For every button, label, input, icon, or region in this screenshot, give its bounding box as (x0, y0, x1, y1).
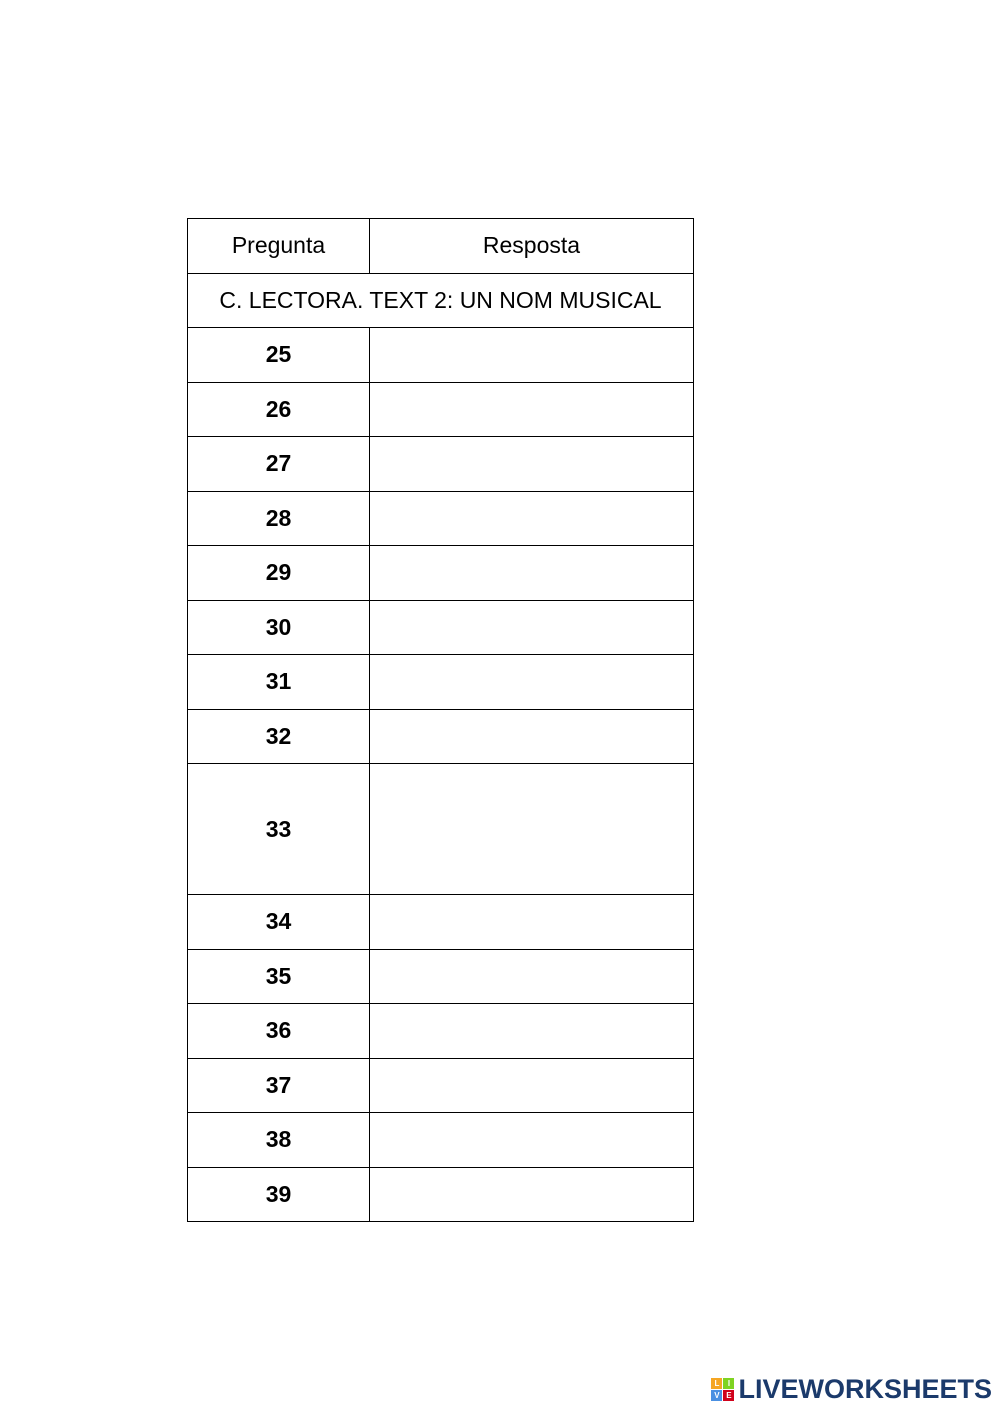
table-row (188, 764, 694, 895)
question-number: 37 (188, 1058, 370, 1113)
table-row (188, 655, 694, 710)
logo-block: E (723, 1390, 734, 1401)
answer-field[interactable] (370, 764, 694, 895)
answer-field[interactable] (370, 328, 694, 383)
section-title-row (188, 273, 694, 328)
question-number: 32 (188, 709, 370, 764)
header-answer: Resposta (370, 219, 694, 274)
answer-field[interactable] (370, 437, 694, 492)
question-number: 35 (188, 949, 370, 1004)
question-number: 33 (188, 764, 370, 895)
answer-field[interactable] (370, 949, 694, 1004)
logo-text: LIVEWORKSHEETS (738, 1374, 992, 1404)
question-number: 25 (188, 328, 370, 383)
table-row (188, 437, 694, 492)
answer-field[interactable] (370, 1058, 694, 1113)
answer-table (187, 218, 694, 1222)
question-number: 27 (188, 437, 370, 492)
question-number: 29 (188, 546, 370, 601)
answer-field[interactable] (370, 709, 694, 764)
table-row (188, 709, 694, 764)
answer-field[interactable] (370, 1113, 694, 1168)
table-row (188, 1058, 694, 1113)
table-row (188, 328, 694, 383)
question-number: 26 (188, 382, 370, 437)
answer-field[interactable] (370, 491, 694, 546)
table-row (188, 1113, 694, 1168)
table-row (188, 1167, 694, 1222)
section-title: C. LECTORA. TEXT 2: UN NOM MUSICAL (188, 273, 694, 328)
question-number: 36 (188, 1004, 370, 1059)
logo-block: I (723, 1378, 734, 1389)
answer-field[interactable] (370, 895, 694, 950)
logo-block: L (711, 1378, 722, 1389)
table-row (188, 895, 694, 950)
question-number: 28 (188, 491, 370, 546)
answer-field[interactable] (370, 600, 694, 655)
question-number: 31 (188, 655, 370, 710)
header-question: Pregunta (188, 219, 370, 274)
answer-field[interactable] (370, 1004, 694, 1059)
table-row (188, 600, 694, 655)
table-header-row (188, 219, 694, 274)
table-row (188, 382, 694, 437)
answer-field[interactable] (370, 1167, 694, 1222)
answer-field[interactable] (370, 382, 694, 437)
answer-field[interactable] (370, 655, 694, 710)
table-row (188, 491, 694, 546)
table-row (188, 546, 694, 601)
question-number: 39 (188, 1167, 370, 1222)
logo-blocks-icon (711, 1378, 734, 1401)
table-row (188, 949, 694, 1004)
liveworksheets-logo (711, 1374, 992, 1405)
table-row (188, 1004, 694, 1059)
question-number: 30 (188, 600, 370, 655)
question-number: 34 (188, 895, 370, 950)
logo-block: V (711, 1390, 722, 1401)
answer-field[interactable] (370, 546, 694, 601)
question-number: 38 (188, 1113, 370, 1168)
